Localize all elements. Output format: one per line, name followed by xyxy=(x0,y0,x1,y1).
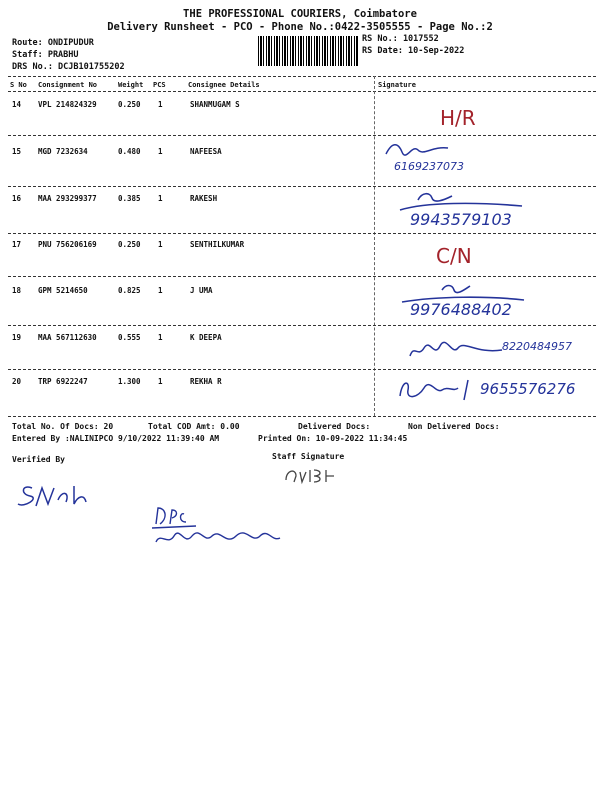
staff-signature-scribble-icon xyxy=(282,464,342,488)
row-signature-handwriting: 9976488402 xyxy=(410,300,512,319)
runsheet-subtitle: Delivery Runsheet - PCO - Phone No.:0422-3505555 - Page No.:2 xyxy=(107,21,493,33)
staff-signature-label: Staff Signature xyxy=(272,452,345,461)
row-weight: 0.250 xyxy=(118,240,141,249)
row-weight: 0.385 xyxy=(118,194,141,203)
drs-number: DRS No.: DCJB101755202 xyxy=(12,62,125,72)
row-signature-handwriting: 9655576276 xyxy=(480,380,576,398)
row-consignee: K DEEPA xyxy=(190,333,222,342)
row-consignment: GPM 5214650 xyxy=(38,286,88,295)
rs-date: RS Date: 10-Sep-2022 xyxy=(362,46,465,56)
row-sno: 19 xyxy=(12,333,22,342)
row-divider xyxy=(8,325,596,326)
row-signature-handwriting: 9943579103 xyxy=(410,210,512,229)
row-pcs: 1 xyxy=(158,147,163,156)
row-consignment: TRP 6922247 xyxy=(38,377,88,386)
table-header-rule xyxy=(8,91,596,92)
row-pcs: 1 xyxy=(158,100,163,109)
row-weight: 0.480 xyxy=(118,147,141,156)
row-pcs: 1 xyxy=(158,240,163,249)
row-pcs: 1 xyxy=(158,194,163,203)
col-signature-header: Signature xyxy=(378,81,416,89)
col-pcs-header: PCS xyxy=(153,81,166,89)
route-label: Route: ONDIPUDUR xyxy=(12,38,94,48)
row-weight: 0.250 xyxy=(118,100,141,109)
col-weight-header: Weight xyxy=(118,81,144,89)
dpc-stamp-scribble-icon xyxy=(148,502,288,552)
row-consignment: PNU 756206169 xyxy=(38,240,97,249)
row-weight: 1.300 xyxy=(118,377,141,386)
col-consignment-header: Consignment No xyxy=(38,81,98,89)
col-consignee-header: Consignee Details xyxy=(188,81,260,89)
total-docs: Total No. Of Docs: 20 xyxy=(12,422,114,431)
row-signature-handwriting: 8220484957 xyxy=(502,340,572,353)
row-sno: 20 xyxy=(12,377,22,386)
row-signature-handwriting: C/N xyxy=(436,244,472,268)
row-sno: 17 xyxy=(12,240,22,249)
verified-by-label: Verified By xyxy=(12,455,65,464)
table-bottom-rule xyxy=(8,416,596,417)
row-weight: 0.825 xyxy=(118,286,141,295)
row-pcs: 1 xyxy=(158,333,163,342)
row-sno: 16 xyxy=(12,194,22,203)
non-delivered-docs: Non Delivered Docs: xyxy=(408,422,500,431)
rs-number: RS No.: 1017552 xyxy=(362,34,439,44)
row-divider xyxy=(8,135,596,136)
row-sno: 15 xyxy=(12,147,22,156)
row-consignee: SHANMUGAM S xyxy=(190,100,240,109)
row-signature-handwriting: 6169237073 xyxy=(394,160,464,173)
row-weight: 0.555 xyxy=(118,333,141,342)
row-consignee: REKHA R xyxy=(190,377,222,386)
row-consignee: J UMA xyxy=(190,286,213,295)
row-consignee: NAFEESA xyxy=(190,147,222,156)
row-consignment: MGD 7232634 xyxy=(38,147,88,156)
row-pcs: 1 xyxy=(158,377,163,386)
row-consignment: MAA 293299377 xyxy=(38,194,97,203)
signature-column-divider xyxy=(374,76,375,416)
staff-label: Staff: PRABHU xyxy=(12,50,79,60)
printed-on: Printed On: 10-09-2022 11:34:45 xyxy=(258,434,408,443)
signature-scribble-icon xyxy=(382,140,452,158)
row-divider xyxy=(8,186,596,187)
table-top-rule xyxy=(8,76,596,77)
signature-scribble-icon xyxy=(406,340,506,362)
row-consignment: VPL 214824329 xyxy=(38,100,97,109)
row-divider xyxy=(8,369,596,370)
barcode-image xyxy=(258,36,358,66)
entered-by: Entered By :NALINIPCO 9/10/2022 11:39:40 AM xyxy=(12,434,220,443)
signature-scribble-icon xyxy=(396,378,476,402)
verifier-signature-scribble-icon xyxy=(14,480,114,510)
col-sno-header: S No xyxy=(10,81,27,89)
row-consignee: RAKESH xyxy=(190,194,218,203)
total-cod-amount: Total COD Amt: 0.00 xyxy=(148,422,240,431)
row-consignment: MAA 567112630 xyxy=(38,333,97,342)
row-consignee: SENTHILKUMAR xyxy=(190,240,245,249)
row-divider xyxy=(8,233,596,234)
company-title: THE PROFESSIONAL COURIERS, Coimbatore xyxy=(183,8,417,20)
row-sno: 14 xyxy=(12,100,22,109)
row-pcs: 1 xyxy=(158,286,163,295)
row-signature-handwriting: H/R xyxy=(440,106,476,130)
delivered-docs: Delivered Docs: xyxy=(298,422,371,431)
row-sno: 18 xyxy=(12,286,22,295)
row-divider xyxy=(8,276,596,277)
